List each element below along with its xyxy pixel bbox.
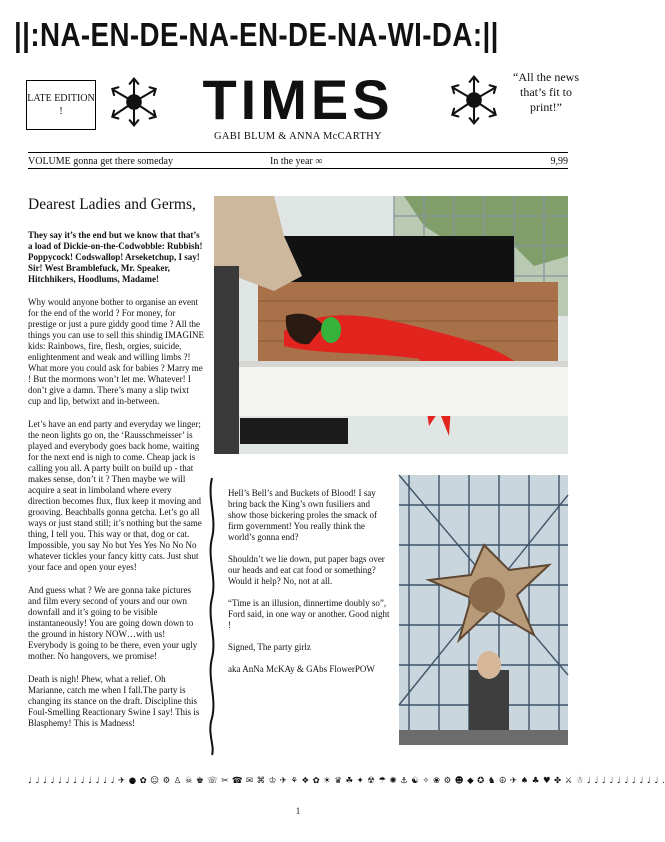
wavy-divider	[206, 478, 218, 755]
volume-label: VOLUME gonna get there someday	[28, 156, 173, 167]
late-edition-box	[26, 80, 96, 130]
authors-line: GABI BLUM & ANNA McCARTHY	[214, 131, 382, 142]
paper-name: TIMES	[202, 68, 394, 131]
top-rule	[28, 152, 568, 153]
symbol-border: ♩ ♩ ♩ ♩ ♩ ♩ ♩ ♩ ♩ ♩ ♩ ♩ ✈ ● ✿ ☺ ⚙ ♙ ☠ ♚ ☏ ✂ ☎ ✉ ⌘ ♔ ✈ ⚘ ❖ ✿ ☀ ♛ ☘ ✦ ☢ ☂ ✺ ⚓ ☯ ✧ ❀ ⚙ ☻ ◆ ✪ ♞ ☮ ✈ ♠ ♣ ♥ ✤ ⚔ ☃ ♩ ♩ ♩ ♩ ♩ ♩ ♩ ♩ ♩ ♩ .	[28, 776, 665, 786]
signature: Signed, The party girlz	[228, 642, 311, 652]
year-label: In the year ∞	[270, 156, 323, 167]
page-number: 1	[295, 806, 301, 816]
scaffold-sculpture-photo	[399, 475, 568, 745]
masthead-title: ||:NA-EN-DE-NA-EN-DE-NA-WI-DA:||	[14, 16, 499, 53]
article-paragraph: Death is nigh! Phew, what a relief. Oh Marianne, catch me when I fall.The party is changing its stance on the draft. Discipline this Foul-Smelling Reactionary Swine I say! This is Blasphemy! This is Madness!	[28, 674, 200, 728]
article-paragraph: Shouldn’t we lie down, put paper bags over our heads and eat cat food or something? Would it help? No, not at all.	[228, 554, 385, 586]
price-label: 9,99	[550, 156, 568, 167]
article-paragraph: And guess what ? We are gonna take pictures and film every second of yours and our own downfall and it’s going to be visible instantaneously! You are going down down to the ground in history NOW…with us! Everybody is going to be there, even your ugly mother. No hangovers, we promise!	[28, 585, 198, 661]
article-paragraph: Let’s have an end party and everyday we linger; the neon lights go on, the ‘Rausschmeisser’ is played and everybody goes back home, waiting for the next end is nigh to come. Cheap jack is calling you all. A party built on build up - that makes sense, don’t it ? Then maybe we will acquire a seat in limboland where every direction becomes flux, flux keep it moving and grooving. Beachballs gonna getcha. Let’s go all ways or just stand still; it’s nothing but the same thing, I tell you. This way or that, dog or cat. Impossible, you say No but Yes Yes No No No whatever tickles your fancy kitty cats. Just shut your face and open your eyes!	[28, 419, 202, 572]
article-paragraph: Hell’s Bell’s and Buckets of Blood! I say bring back the King’s own fusiliers and show those bickering proles the smack of firm government! You really think the world’s gonna end?	[228, 488, 377, 542]
article-column-right	[228, 488, 390, 686]
right-compass-star-icon	[448, 74, 500, 126]
coffin-performance-photo	[214, 196, 568, 454]
greeting-heading: Dearest Ladies and Germs,	[28, 196, 196, 213]
article-paragraph: “Time is an illusion, dinnertime doubly so”, Ford said, in one way or another. Good night !	[228, 598, 390, 630]
volume-bar	[28, 155, 568, 169]
left-compass-star-icon	[108, 76, 160, 128]
alias-line: aka AnNa McKAy & GAbs FlowerPOW	[228, 664, 375, 674]
intro-paragraph: They say it’s the end but we know that that’s a load of Dickie-on-the-Codwobble: Rubbish! Poppycock! Codswallop! Arseketchup, I say! Sir! West Bramblefuck, Mr. Speaker, Hitchhikers, Hoodlums, Madame!	[28, 230, 203, 284]
slogan: “All the news that’s fit to print!”	[513, 70, 579, 114]
edition-label: LATE EDITION !	[27, 93, 95, 117]
article-column-left	[28, 195, 204, 741]
article-paragraph: Why would anyone bother to organise an event for the end of the world ? For money, for prestige or just a pure giddy good time ? All the things you can use to sell this shindig IMAGINE kids: Rainbows, fire, flesh, orgies, suicide, enlightenment and weak and willing limbs ?! What more you could ask for babies ? Marry me ! But the mormons won’t let me. Whatever! I don’t give a damn. There’s many a slip twixt cup and lip, betwixt and in-between.	[28, 297, 204, 406]
bottom-rule	[28, 168, 568, 169]
